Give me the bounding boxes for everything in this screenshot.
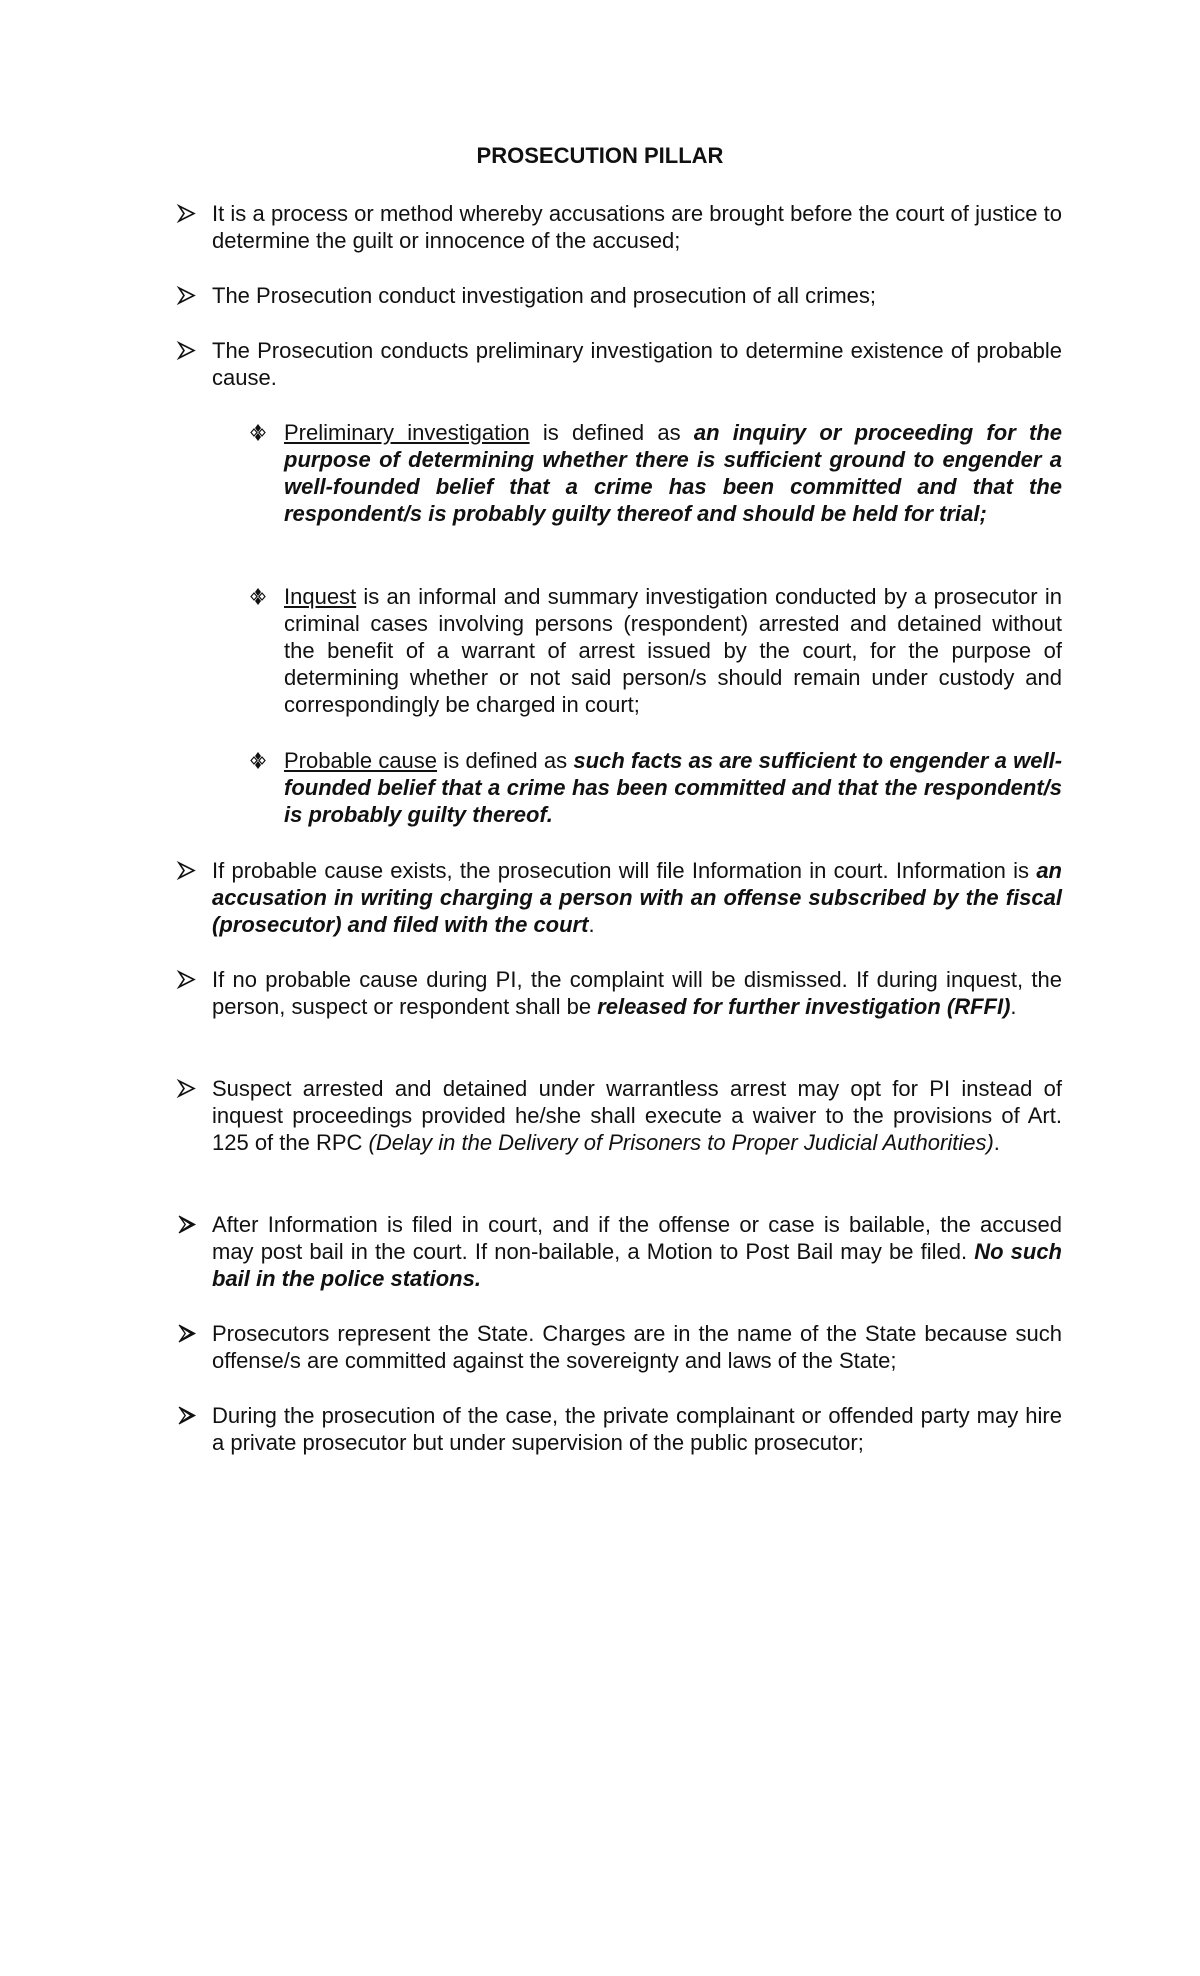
sub-item — [284, 419, 1062, 527]
bullet-item — [212, 1402, 1062, 1456]
bullet-text — [212, 1211, 1062, 1292]
plain-text: After Information is filed in court, and if the offense or case is bailable, the accused may post bail in the court. If non-bailable, a Motion to Post Bail may be filed. — [212, 1212, 1062, 1264]
plain-text: . — [1010, 994, 1017, 1019]
term: Probable cause — [284, 748, 438, 773]
definition: is an informal and summary investigation conducted by a prosecutor in criminal cases involving persons (respondent) arrested and detained without the benefit of a warrant of arrest issued by the court, for the purpose of determining whether or not said person/s should remain under custody and correspondingly be charged in court; — [284, 584, 1062, 717]
diamond-bullet-icon — [246, 419, 270, 446]
plain-text: If probable cause exists, the prosecution will file Information in court. Information is — [212, 858, 1037, 883]
emphasis-text: No such bail in the police stations. — [212, 1239, 1062, 1291]
arrow-bullet-icon — [176, 966, 198, 993]
arrow-bullet-icon — [176, 200, 198, 227]
bullet-text: The Prosecution conduct investigation and prosecution of all crimes; — [212, 283, 877, 308]
arrow-bullet-icon — [176, 282, 198, 309]
term: Inquest — [284, 584, 357, 609]
bullet-item — [212, 966, 1062, 1020]
connector-text: is defined as — [529, 420, 694, 445]
plain-text: Suspect arrested and detained under warrantless arrest may opt for PI instead of inquest proceedings provided he/she shall execute a waiver to the provisions of Art. 125 of the RPC — [212, 1076, 1062, 1155]
bullet-text — [212, 966, 1062, 1020]
sub-item-text — [284, 583, 1062, 718]
definition: an inquiry or proceeding for the purpose of determining whether there is sufficient ground to engender a well-founded belief that a crime has been committed and that the respondent/s is probably guilty thereof and should be held for trial; — [284, 420, 1062, 526]
bullet-item — [212, 857, 1062, 938]
bullet-item — [212, 1320, 1062, 1374]
sub-item-text — [284, 419, 1062, 527]
arrow-bullet-icon — [176, 1402, 198, 1429]
sub-item — [284, 747, 1062, 828]
emphasis-text: an accusation in writing charging a person with an offense subscribed by the fiscal (prosecutor) and filed with the court — [212, 858, 1062, 937]
plain-text: . — [588, 912, 595, 937]
arrow-bullet-icon — [176, 1211, 198, 1238]
arrow-bullet-icon — [176, 857, 198, 884]
bullet-item — [212, 337, 1062, 391]
arrow-bullet-icon — [176, 1075, 198, 1102]
bullet-text — [212, 857, 1062, 938]
connector-text: is defined as — [437, 748, 574, 773]
diamond-bullet-icon — [246, 747, 270, 774]
term: Preliminary investigation — [284, 420, 530, 445]
bullet-text: The Prosecution conducts preliminary investigation to determine existence of probable cause. — [212, 338, 1062, 390]
bullet-item — [212, 1211, 1062, 1292]
diamond-bullet-icon — [246, 583, 270, 610]
bullet-item — [212, 282, 1062, 309]
definition: such facts as are sufficient to engender a well-founded belief that a crime has been committed and that the respondent/s is probably guilty thereof. — [284, 748, 1063, 827]
emphasis-text: released for further investigation (RFFI) — [597, 994, 1011, 1019]
page-title: PROSECUTION PILLAR — [476, 143, 724, 168]
bullet-item — [212, 200, 1062, 254]
bullet-item — [212, 1075, 1062, 1156]
bullet-text — [212, 1075, 1062, 1156]
sub-item — [284, 583, 1062, 718]
bullet-text: During the prosecution of the case, the private complainant or offended party may hire a private prosecutor but under supervision of the public prosecutor; — [212, 1403, 1062, 1455]
emphasis-text: (Delay in the Delivery of Prisoners to Proper Judicial Authorities) — [368, 1130, 994, 1155]
bullet-text: Prosecutors represent the State. Charges are in the name of the State because such offense/s are committed against the sovereignty and laws of the State; — [212, 1321, 1062, 1373]
plain-text: If no probable cause during PI, the complaint will be dismissed. If during inquest, the person, suspect or respondent shall be — [212, 967, 1062, 1019]
bullet-text: It is a process or method whereby accusations are brought before the court of justice to determine the guilt or innocence of the accused; — [212, 201, 1062, 253]
sub-item-text — [284, 747, 1062, 828]
arrow-bullet-icon — [176, 337, 198, 364]
arrow-bullet-icon — [176, 1320, 198, 1347]
plain-text: . — [993, 1130, 1000, 1155]
